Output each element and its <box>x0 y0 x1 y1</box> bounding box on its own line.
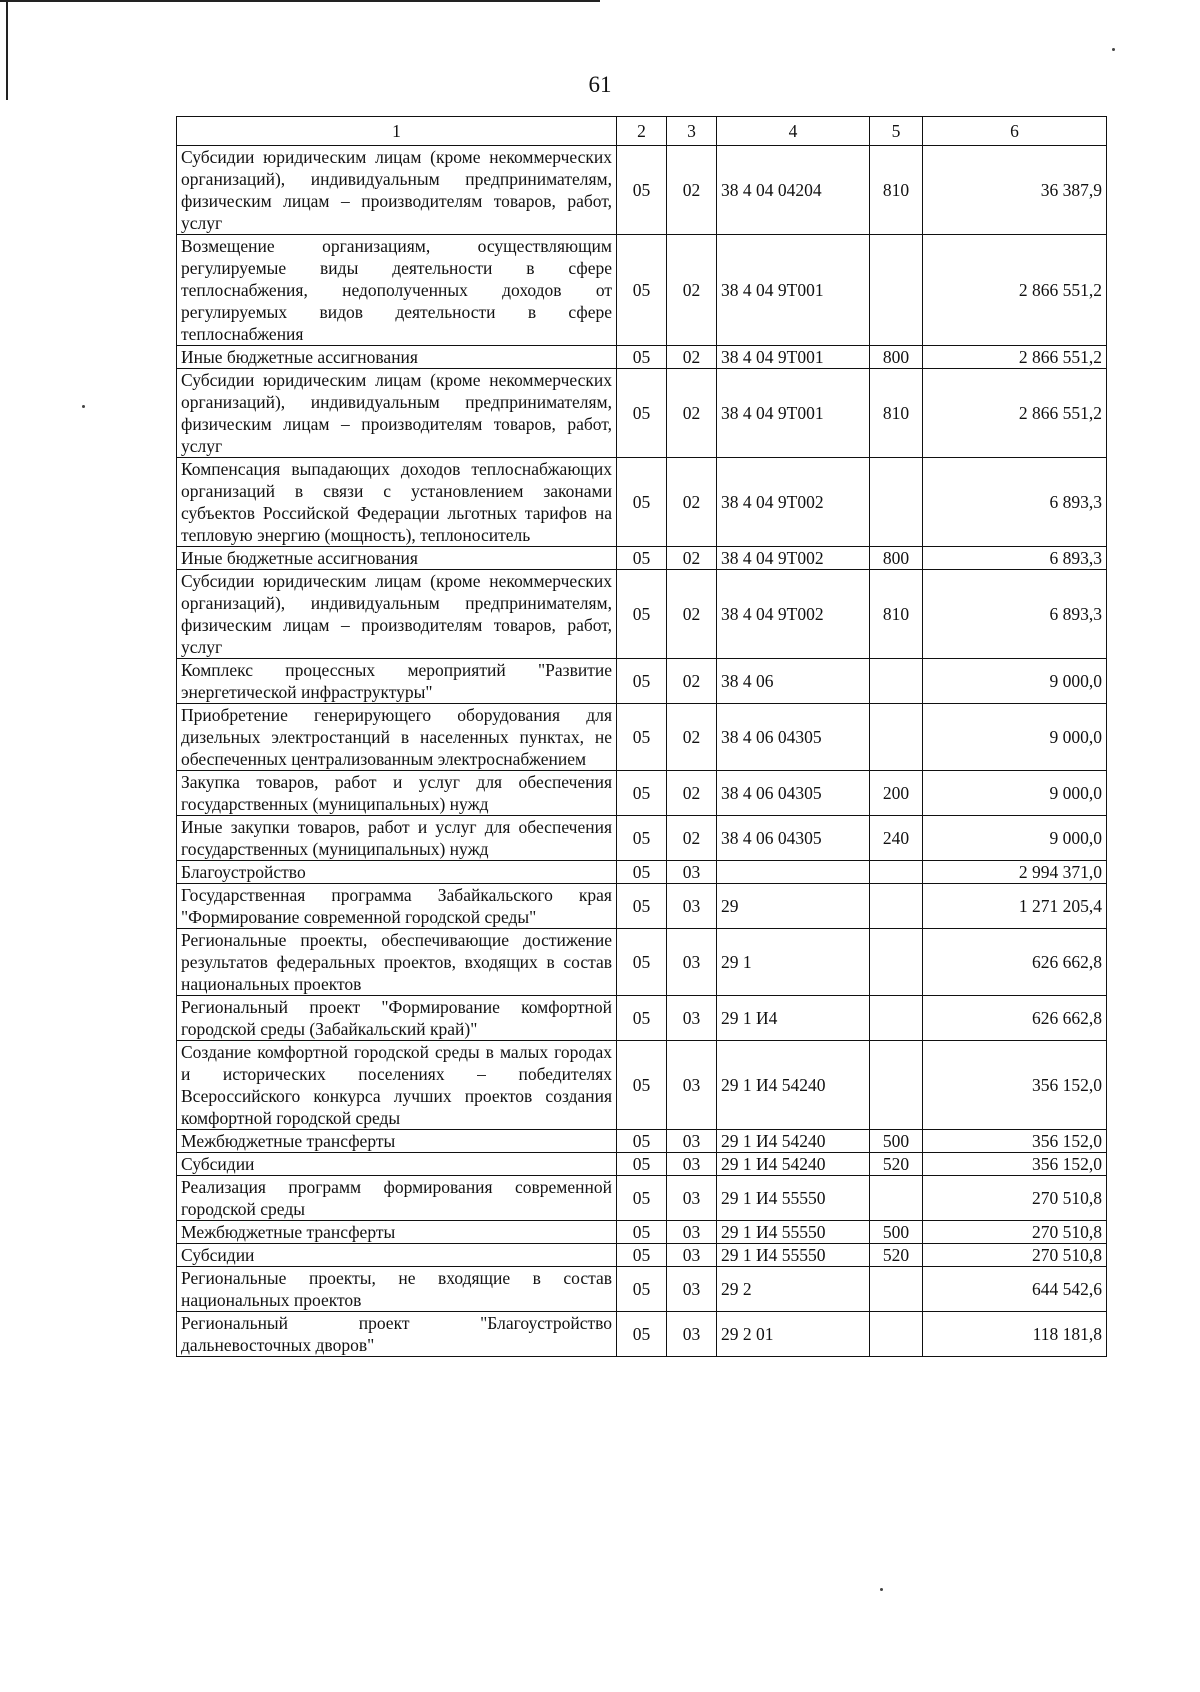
page-number: 61 <box>588 72 612 97</box>
section-code-cell: 05 <box>617 996 667 1041</box>
table-row <box>177 1312 1107 1357</box>
subsection-code-cell: 03 <box>667 1267 717 1312</box>
amount-cell: 2 866 551,2 <box>923 369 1107 458</box>
expense-type-code-cell: 520 <box>870 1153 923 1176</box>
header-col-2: 2 <box>617 117 667 146</box>
item-name-cell: Межбюджетные трансферты <box>177 1130 617 1153</box>
table-row <box>177 861 1107 884</box>
subsection-code-cell: 03 <box>667 1221 717 1244</box>
amount-cell: 356 152,0 <box>923 1041 1107 1130</box>
table-row <box>177 346 1107 369</box>
expense-type-code-cell <box>870 861 923 884</box>
table-row <box>177 659 1107 704</box>
section-code-cell: 05 <box>617 659 667 704</box>
subsection-code-cell: 02 <box>667 570 717 659</box>
target-article-code-cell: 29 2 01 <box>717 1312 870 1357</box>
expense-type-code-cell <box>870 929 923 996</box>
section-code-cell: 05 <box>617 929 667 996</box>
target-article-code-cell: 38 4 06 04305 <box>717 816 870 861</box>
amount-cell: 270 510,8 <box>923 1176 1107 1221</box>
target-article-code-cell <box>717 861 870 884</box>
subsection-code-cell: 02 <box>667 369 717 458</box>
subsection-code-cell: 03 <box>667 1176 717 1221</box>
table-row <box>177 996 1107 1041</box>
amount-cell: 270 510,8 <box>923 1244 1107 1267</box>
section-code-cell: 05 <box>617 884 667 929</box>
expense-type-code-cell <box>870 884 923 929</box>
subsection-code-cell: 02 <box>667 346 717 369</box>
amount-cell: 356 152,0 <box>923 1153 1107 1176</box>
section-code-cell: 05 <box>617 1041 667 1130</box>
target-article-code-cell: 38 4 04 9Т002 <box>717 458 870 547</box>
item-name-cell: Приобретение генерирующего оборудования для дизельных электростанций в населенных пунктах, не обеспеченных централизованным электроснабжением <box>177 704 617 771</box>
table-row <box>177 547 1107 570</box>
subsection-code-cell: 03 <box>667 929 717 996</box>
scan-artifact-top-line <box>0 0 600 2</box>
header-col-4: 4 <box>717 117 870 146</box>
table-row <box>177 1221 1107 1244</box>
expense-type-code-cell: 500 <box>870 1221 923 1244</box>
target-article-code-cell: 29 1 И4 55550 <box>717 1221 870 1244</box>
target-article-code-cell: 38 4 04 04204 <box>717 146 870 235</box>
subsection-code-cell: 03 <box>667 1153 717 1176</box>
section-code-cell: 05 <box>617 1130 667 1153</box>
item-name-cell: Иные закупки товаров, работ и услуг для обеспечения государственных (муниципальных) нужд <box>177 816 617 861</box>
section-code-cell: 05 <box>617 771 667 816</box>
table-row <box>177 570 1107 659</box>
section-code-cell: 05 <box>617 346 667 369</box>
target-article-code-cell: 29 1 И4 55550 <box>717 1244 870 1267</box>
target-article-code-cell: 29 1 <box>717 929 870 996</box>
item-name-cell: Региональный проект "Благоустройство дальневосточных дворов" <box>177 1312 617 1357</box>
header-col-1: 1 <box>177 117 617 146</box>
section-code-cell: 05 <box>617 1153 667 1176</box>
subsection-code-cell: 02 <box>667 816 717 861</box>
amount-cell: 2 994 371,0 <box>923 861 1107 884</box>
section-code-cell: 05 <box>617 704 667 771</box>
table-row <box>177 235 1107 346</box>
subsection-code-cell: 03 <box>667 1130 717 1153</box>
amount-cell: 626 662,8 <box>923 996 1107 1041</box>
item-name-cell: Создание комфортной городской среды в малых городах и исторических поселениях – победителях Всероссийского конкурса лучших проектов создания комфортной городской среды <box>177 1041 617 1130</box>
amount-cell: 1 271 205,4 <box>923 884 1107 929</box>
table-row <box>177 458 1107 547</box>
table-row <box>177 1244 1107 1267</box>
section-code-cell: 05 <box>617 235 667 346</box>
target-article-code-cell: 29 2 <box>717 1267 870 1312</box>
target-article-code-cell: 29 1 И4 54240 <box>717 1153 870 1176</box>
target-article-code-cell: 29 1 И4 54240 <box>717 1130 870 1153</box>
budget-table <box>176 116 1107 1357</box>
item-name-cell: Субсидии юридическим лицам (кроме некоммерческих организаций), индивидуальным предпринимателям, физическим лицам – производителям товаров, работ, услуг <box>177 146 617 235</box>
item-name-cell: Субсидии <box>177 1244 617 1267</box>
item-name-cell: Субсидии юридическим лицам (кроме некоммерческих организаций), индивидуальным предпринимателям, физическим лицам – производителям товаров, работ, услуг <box>177 570 617 659</box>
amount-cell: 2 866 551,2 <box>923 346 1107 369</box>
header-col-5: 5 <box>870 117 923 146</box>
scan-speck <box>82 405 85 408</box>
expense-type-code-cell: 800 <box>870 547 923 570</box>
amount-cell: 6 893,3 <box>923 570 1107 659</box>
table-row <box>177 771 1107 816</box>
subsection-code-cell: 02 <box>667 458 717 547</box>
section-code-cell: 05 <box>617 1176 667 1221</box>
table-row <box>177 1153 1107 1176</box>
target-article-code-cell: 38 4 06 <box>717 659 870 704</box>
target-article-code-cell: 38 4 06 04305 <box>717 771 870 816</box>
section-code-cell: 05 <box>617 861 667 884</box>
expense-type-code-cell <box>870 996 923 1041</box>
section-code-cell: 05 <box>617 1221 667 1244</box>
subsection-code-cell: 03 <box>667 884 717 929</box>
header-col-6: 6 <box>923 117 1107 146</box>
target-article-code-cell: 29 <box>717 884 870 929</box>
subsection-code-cell: 02 <box>667 771 717 816</box>
table-row <box>177 816 1107 861</box>
amount-cell: 118 181,8 <box>923 1312 1107 1357</box>
amount-cell: 626 662,8 <box>923 929 1107 996</box>
amount-cell: 9 000,0 <box>923 704 1107 771</box>
subsection-code-cell: 03 <box>667 1312 717 1357</box>
expense-type-code-cell <box>870 1176 923 1221</box>
target-article-code-cell: 38 4 04 9Т002 <box>717 547 870 570</box>
item-name-cell: Комплекс процессных мероприятий "Развитие энергетической инфраструктуры" <box>177 659 617 704</box>
item-name-cell: Государственная программа Забайкальского края "Формирование современной городской среды" <box>177 884 617 929</box>
subsection-code-cell: 02 <box>667 547 717 570</box>
target-article-code-cell: 29 1 И4 54240 <box>717 1041 870 1130</box>
target-article-code-cell: 38 4 06 04305 <box>717 704 870 771</box>
target-article-code-cell: 38 4 04 9Т001 <box>717 369 870 458</box>
section-code-cell: 05 <box>617 570 667 659</box>
expense-type-code-cell: 200 <box>870 771 923 816</box>
expense-type-code-cell: 240 <box>870 816 923 861</box>
expense-type-code-cell <box>870 458 923 547</box>
subsection-code-cell: 02 <box>667 704 717 771</box>
amount-cell: 356 152,0 <box>923 1130 1107 1153</box>
section-code-cell: 05 <box>617 1312 667 1357</box>
subsection-code-cell: 03 <box>667 996 717 1041</box>
amount-cell: 9 000,0 <box>923 771 1107 816</box>
amount-cell: 270 510,8 <box>923 1221 1107 1244</box>
subsection-code-cell: 02 <box>667 659 717 704</box>
table-row <box>177 929 1107 996</box>
expense-type-code-cell: 810 <box>870 369 923 458</box>
item-name-cell: Субсидии <box>177 1153 617 1176</box>
table-row <box>177 369 1107 458</box>
amount-cell: 644 542,6 <box>923 1267 1107 1312</box>
subsection-code-cell: 03 <box>667 861 717 884</box>
item-name-cell: Иные бюджетные ассигнования <box>177 346 617 369</box>
expense-type-code-cell <box>870 1312 923 1357</box>
item-name-cell: Закупка товаров, работ и услуг для обеспечения государственных (муниципальных) нужд <box>177 771 617 816</box>
table-header-row <box>177 117 1107 146</box>
expense-type-code-cell: 500 <box>870 1130 923 1153</box>
target-article-code-cell: 38 4 04 9Т002 <box>717 570 870 659</box>
amount-cell: 6 893,3 <box>923 547 1107 570</box>
table-row <box>177 1041 1107 1130</box>
subsection-code-cell: 02 <box>667 146 717 235</box>
expense-type-code-cell: 810 <box>870 570 923 659</box>
item-name-cell: Субсидии юридическим лицам (кроме некоммерческих организаций), индивидуальным предпринимателям, физическим лицам – производителям товаров, работ, услуг <box>177 369 617 458</box>
subsection-code-cell: 03 <box>667 1041 717 1130</box>
expense-type-code-cell: 810 <box>870 146 923 235</box>
section-code-cell: 05 <box>617 369 667 458</box>
expense-type-code-cell: 520 <box>870 1244 923 1267</box>
section-code-cell: 05 <box>617 547 667 570</box>
item-name-cell: Региональный проект "Формирование комфортной городской среды (Забайкальский край)" <box>177 996 617 1041</box>
target-article-code-cell: 38 4 04 9Т001 <box>717 235 870 346</box>
amount-cell: 9 000,0 <box>923 816 1107 861</box>
item-name-cell: Региональные проекты, не входящие в состав национальных проектов <box>177 1267 617 1312</box>
target-article-code-cell: 29 1 И4 55550 <box>717 1176 870 1221</box>
table-row <box>177 884 1107 929</box>
item-name-cell: Региональные проекты, обеспечивающие достижение результатов федеральных проектов, входящих в состав национальных проектов <box>177 929 617 996</box>
target-article-code-cell: 29 1 И4 <box>717 996 870 1041</box>
table-row <box>177 1267 1107 1312</box>
table-row <box>177 704 1107 771</box>
item-name-cell: Благоустройство <box>177 861 617 884</box>
expense-type-code-cell <box>870 1041 923 1130</box>
target-article-code-cell: 38 4 04 9Т001 <box>717 346 870 369</box>
section-code-cell: 05 <box>617 458 667 547</box>
item-name-cell: Компенсация выпадающих доходов теплоснабжающих организаций в связи с установлением законами субъектов Российской Федерации льготных тарифов на тепловую энергию (мощность), теплоноситель <box>177 458 617 547</box>
table-row <box>177 1176 1107 1221</box>
table-row <box>177 146 1107 235</box>
amount-cell: 36 387,9 <box>923 146 1107 235</box>
amount-cell: 9 000,0 <box>923 659 1107 704</box>
expense-type-code-cell: 800 <box>870 346 923 369</box>
section-code-cell: 05 <box>617 1267 667 1312</box>
item-name-cell: Иные бюджетные ассигнования <box>177 547 617 570</box>
expense-type-code-cell <box>870 704 923 771</box>
section-code-cell: 05 <box>617 146 667 235</box>
item-name-cell: Возмещение организациям, осуществляющим регулируемые виды деятельности в сфере теплоснабжения, недополученных доходов от регулируемых видов деятельности в сфере теплоснабжения <box>177 235 617 346</box>
expense-type-code-cell <box>870 235 923 346</box>
item-name-cell: Межбюджетные трансферты <box>177 1221 617 1244</box>
scan-speck <box>1112 48 1115 51</box>
table-row <box>177 1130 1107 1153</box>
subsection-code-cell: 03 <box>667 1244 717 1267</box>
section-code-cell: 05 <box>617 1244 667 1267</box>
header-col-3: 3 <box>667 117 717 146</box>
expense-type-code-cell <box>870 659 923 704</box>
scan-speck <box>880 1588 883 1591</box>
section-code-cell: 05 <box>617 816 667 861</box>
expense-type-code-cell <box>870 1267 923 1312</box>
amount-cell: 2 866 551,2 <box>923 235 1107 346</box>
amount-cell: 6 893,3 <box>923 458 1107 547</box>
subsection-code-cell: 02 <box>667 235 717 346</box>
item-name-cell: Реализация программ формирования современной городской среды <box>177 1176 617 1221</box>
